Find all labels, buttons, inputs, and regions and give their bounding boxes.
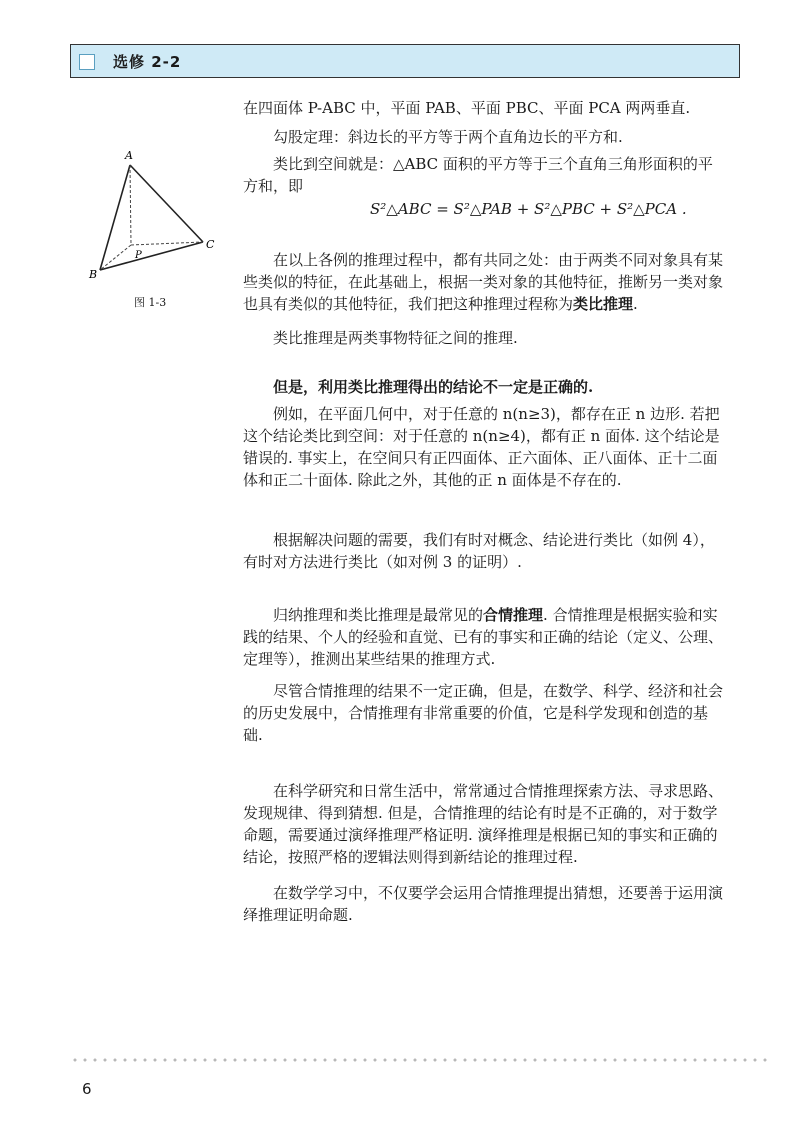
paragraph-example: 例如，在平面几何中，对于任意的 n(n≥3)，都存在正 n 边形. 若把这个结论类比到空间：对于任意的 n(n≥4)，都有正 n 面体. 这个结论是错误的. 事实上，在空间只有正四面体、正六面体、正八面体、正十二面体和正二十面体. 除此之外，其他的正 n 面体是不存在的. [243,405,720,489]
edge-BC [100,242,203,270]
paragraph-deduction: 在科学研究和日常生活中，常常通过合情推理探索方法、寻求思路、发现规律、得到猜想. 但是，合情推理的结论有时是不正确的，对于数学命题，需要通过演绎推理严格证明. 演绎推理是根据已知的事实和正确的结论，按照严格的逻辑法则得到新结论的推理过程. [243,782,724,866]
chapter-header [70,44,740,78]
paragraph-1: 在四面体 P-ABC 中，平面 PAB、平面 PBC、平面 PCA 两两垂直. [243,99,691,117]
paragraph-analogy-summary: 类比推理是两类事物特征之间的推理. [273,329,518,347]
header-title: 选修 2-2 [113,53,182,71]
paragraph-3: 类比到空间就是：△ABC 面积的平方等于三个直角三角形面积的平方和，即 [243,155,713,195]
paragraph-needs: 根据解决问题的需要，我们有时对概念、结论进行类比（如例 4），有时对方法进行类比（如对例 3 的证明）. [243,531,715,571]
figure-caption: 图 1-3 [134,296,167,309]
analogy-end: . [633,295,638,313]
paragraph-2: 勾股定理：斜边长的平方等于两个直角边长的平方和. [273,128,623,146]
edge-AB [100,165,130,270]
paragraph-analogy-definition [243,249,723,315]
edge-AP [130,165,131,245]
label-C: C [206,238,215,251]
plausible-text-b: . 合情推理是根据实验和实践的结果、个人的经验和直觉、已有的事实和正确的结论（定义、公理、定理等），推测出某些结果的推理方式. [243,606,724,668]
label-A: A [125,149,133,162]
paragraph-learning: 在数学学习中，不仅要学会运用合情推理提出猜想，还要善于运用演绎推理证明命题. [243,884,724,924]
footer-dotted-rule [70,1058,770,1062]
paragraph-plausible-reasoning [243,604,723,670]
area-formula: S²△ABC = S²△PAB + S²△PBC + S²△PCA . [370,200,687,218]
label-P: P [135,250,142,261]
paragraph-value: 尽管合情推理的结果不一定正确，但是，在数学、科学、经济和社会的历史发展中，合情推理有非常重要的价值，它是科学发现和创造的基础. [243,682,724,744]
page-number: 6 [82,1080,92,1098]
label-B: B [89,268,98,281]
plausible-text-a: 归纳推理和类比推理是最常见的 [273,606,484,624]
edge-AC [130,165,203,242]
tetrahedron-figure [85,145,225,295]
plausible-term: 合情推理 [483,606,544,624]
analogy-term: 类比推理 [573,295,634,313]
analogy-text: 在以上各例的推理过程中，都有共同之处：由于两类不同对象具有某些类似的特征，在此基础上，根据一类对象的其他特征，推断另一类对象也具有类似的其他特征，我们把这种推理过程称为 [243,251,724,313]
paragraph-warning: 但是，利用类比推理得出的结论不一定是正确的. [273,378,594,396]
header-square-icon [79,54,95,70]
